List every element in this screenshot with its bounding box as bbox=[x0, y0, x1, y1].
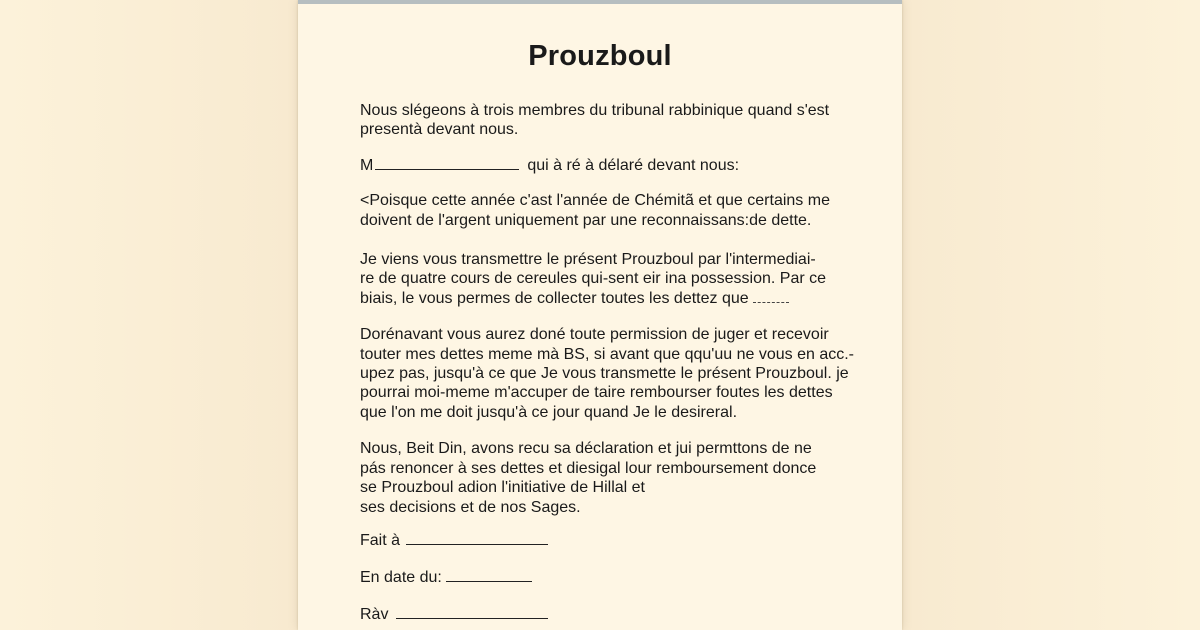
illegible-mark bbox=[753, 294, 789, 303]
statement-line: doivent de l'argent uniquement par une reconnaissans:de dette. bbox=[360, 211, 812, 229]
rav-field bbox=[360, 606, 548, 630]
declarant-suffix: qui à ré à délaré devant nous: bbox=[527, 156, 740, 174]
intro-line: Nous slégeons à trois membres du tribunal rabbinique quand s'est bbox=[360, 102, 830, 119]
permission-paragraph bbox=[360, 325, 864, 422]
permission-line: upez pas, jusqu'à ce que Je vous transmette le présent Prouzboul. je bbox=[360, 365, 849, 383]
court-line: se Prouzboul adion l'initiative de Hillal et bbox=[360, 479, 645, 497]
transmission-line: biais, le vous permes de collecter toutes les dettez que bbox=[360, 289, 749, 307]
background-right bbox=[902, 0, 1200, 630]
permission-line: que l'on me doit jusqu'à ce jour quand Je le desireral. bbox=[360, 403, 738, 421]
court-paragraph bbox=[360, 439, 864, 517]
date-blank bbox=[446, 569, 532, 582]
permission-line: touter mes dettes meme mà BS, si avant que qqu'uu ne vous en acc.- bbox=[360, 345, 854, 363]
document-page bbox=[298, 0, 902, 630]
document-title: Prouzboul bbox=[528, 40, 672, 72]
date-label: En date du: bbox=[360, 569, 442, 586]
background-left bbox=[0, 0, 298, 630]
permission-line: Dorénavant vous aurez doné toute permission de juger et recevoir bbox=[360, 326, 829, 344]
declarant-name-blank bbox=[375, 157, 519, 170]
declarant-line bbox=[360, 156, 864, 175]
declarant-prefix: M bbox=[360, 156, 374, 174]
top-strip bbox=[298, 0, 902, 4]
intro-paragraph bbox=[360, 101, 864, 140]
rav-label: Ràv bbox=[360, 606, 389, 623]
court-line: Nous, Beit Din, avons recu sa déclaration et jui permttons de ne bbox=[360, 440, 812, 458]
statement-line: <Poisque cette année c'ast l'année de Chémitã et que certains me bbox=[360, 192, 830, 210]
rav-blank bbox=[396, 606, 548, 619]
signature-fields bbox=[360, 532, 548, 630]
transmission-paragraph bbox=[360, 250, 864, 308]
statement-paragraph bbox=[360, 191, 864, 230]
transmission-line: re de quatre cours de cereules qui-sent eir ina possession. Par ce bbox=[360, 270, 827, 288]
intro-line: presentà devant nous. bbox=[360, 121, 519, 139]
date-field bbox=[360, 569, 548, 606]
place-label: Fait à bbox=[360, 532, 401, 549]
transmission-line: Je viens vous transmettre le présent Prouzboul par l'intermediai- bbox=[360, 251, 816, 269]
court-line: pás renoncer à ses dettes et diesigal lour remboursement donce bbox=[360, 459, 817, 477]
court-line: ses decisions et de nos Sages. bbox=[360, 498, 581, 516]
place-blank bbox=[406, 532, 548, 545]
permission-line: pourrai moi-meme m'accuper de taire rembourser foutes les dettes bbox=[360, 384, 833, 402]
place-field bbox=[360, 532, 548, 569]
document-body bbox=[360, 101, 864, 517]
